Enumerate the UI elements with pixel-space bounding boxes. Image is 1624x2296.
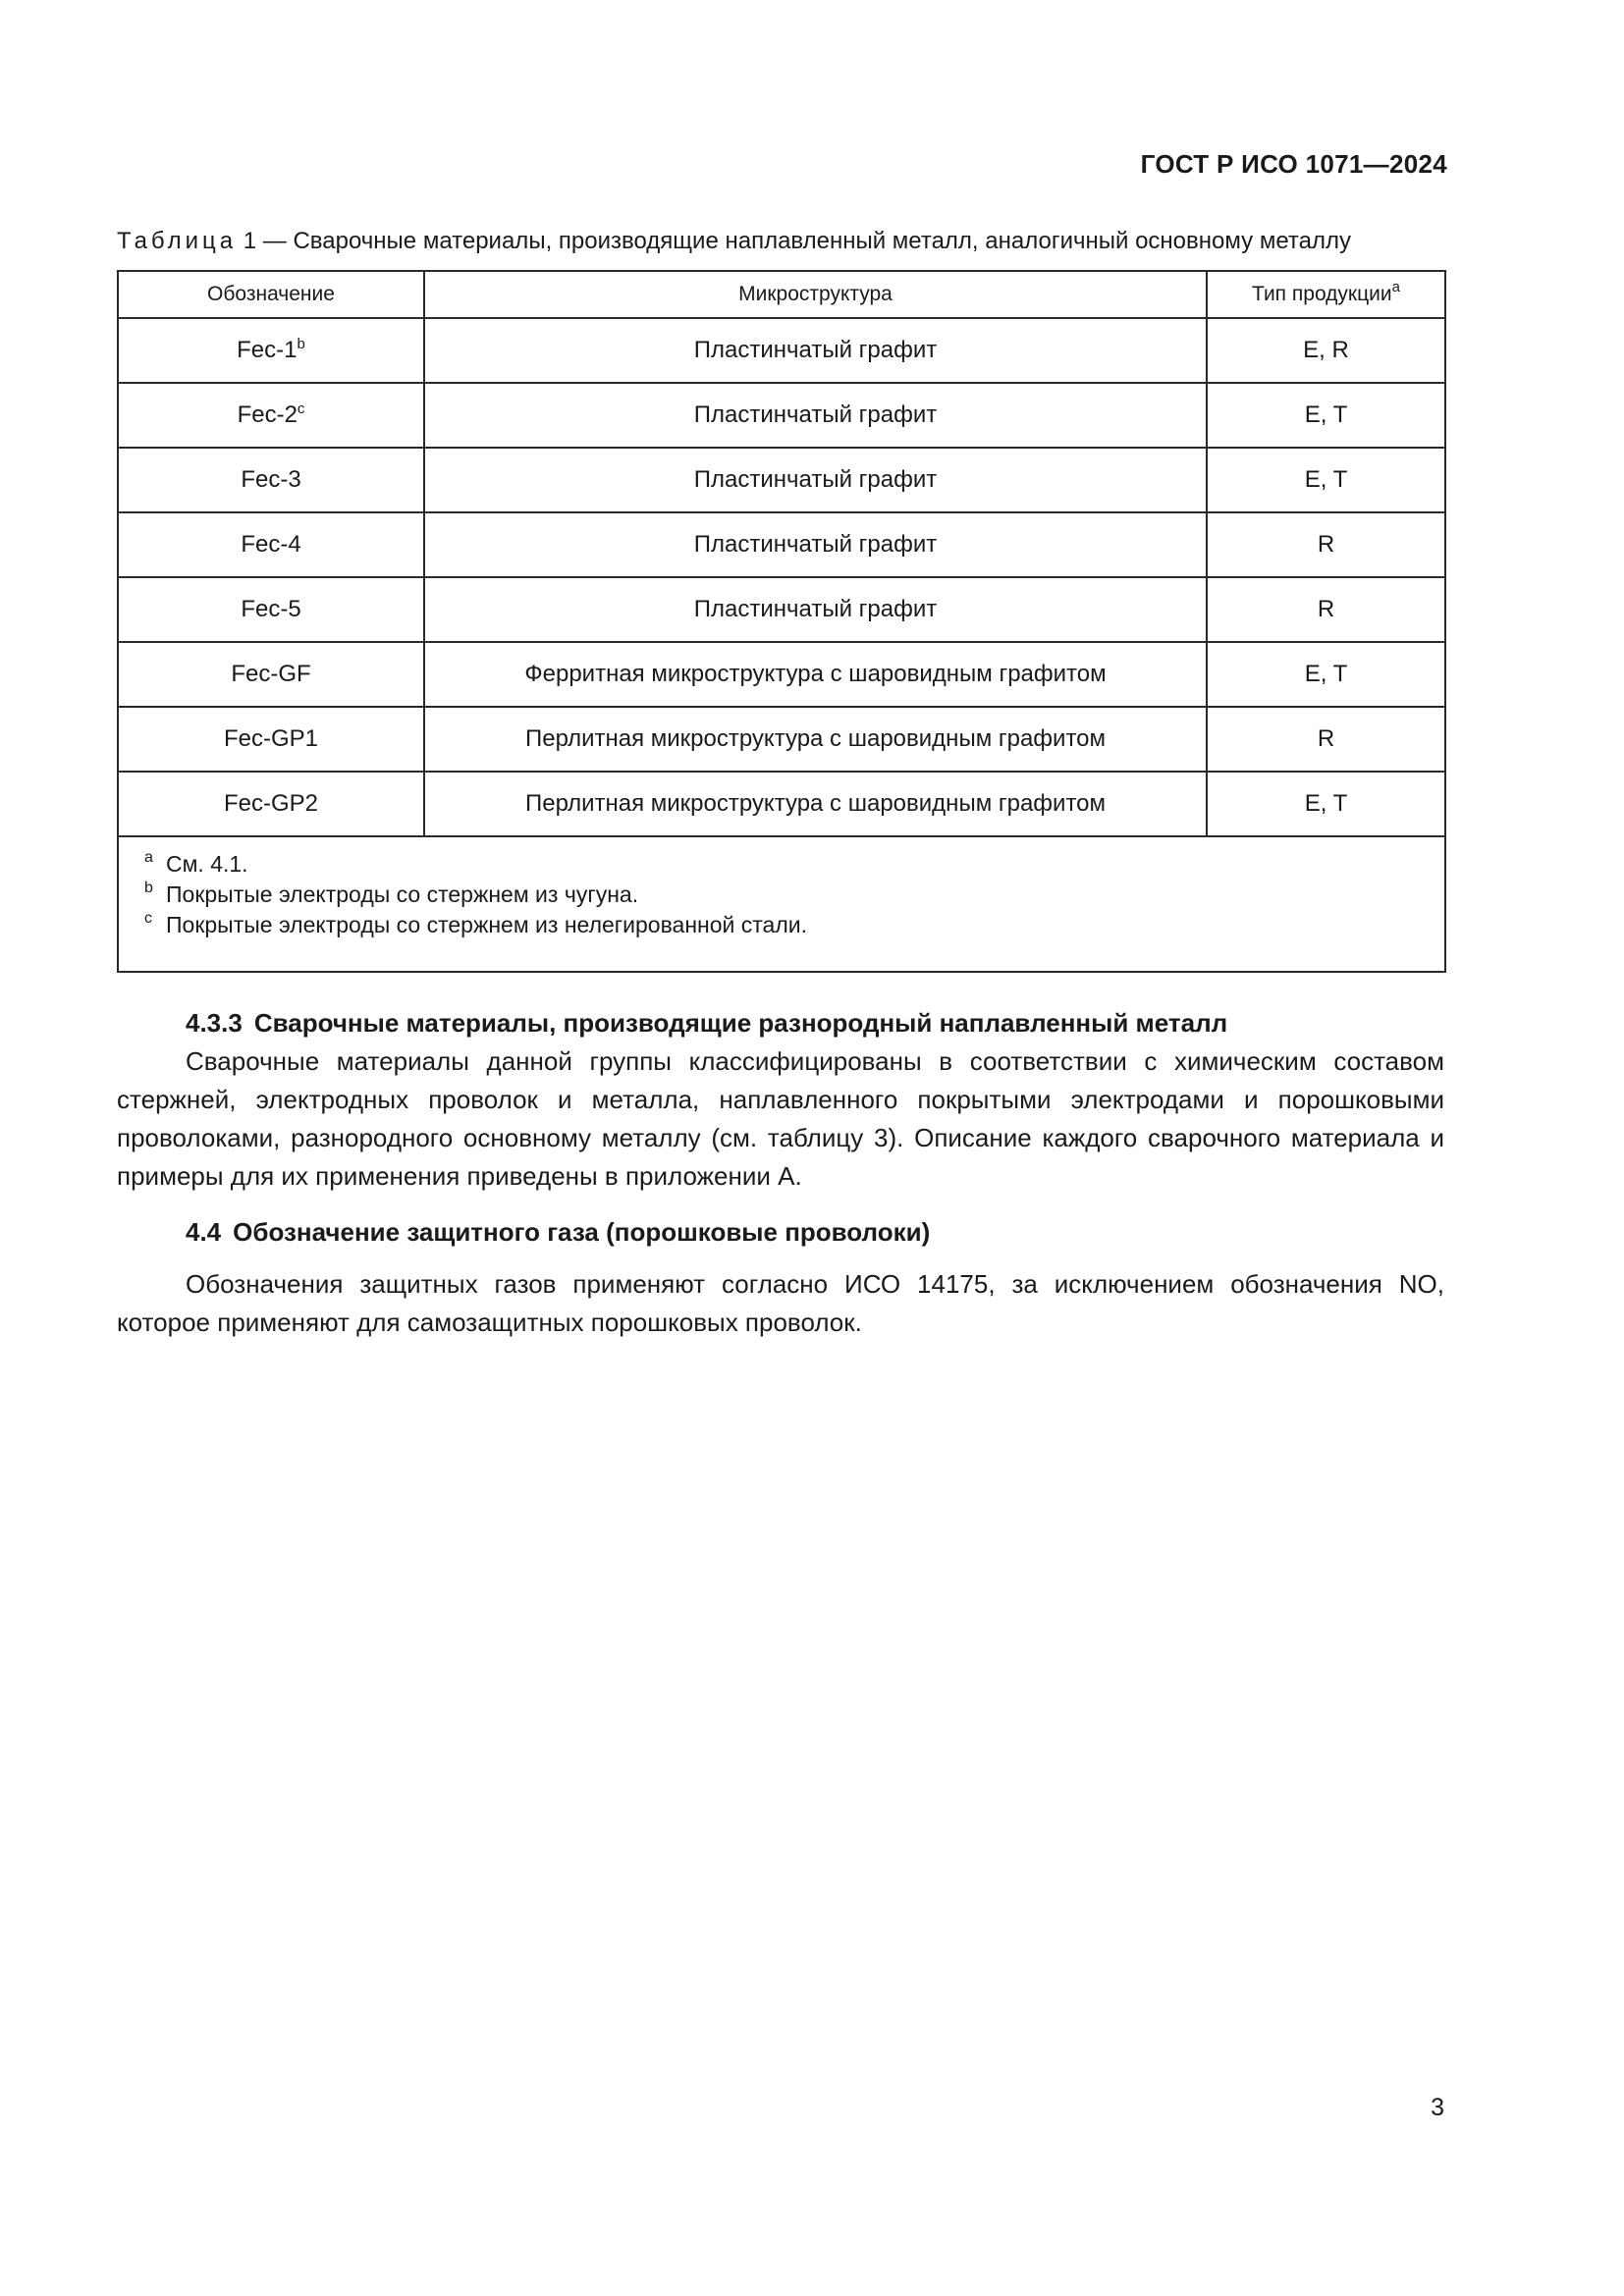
- cell-designation: Fec-GP2: [118, 772, 424, 836]
- cell-designation: Fec-1$^b$: [118, 318, 424, 383]
- cell-designation: Fec-GF: [118, 642, 424, 707]
- header-designation: Обозначение: [118, 271, 424, 318]
- header-product-type-label: Тип продукции: [1252, 283, 1392, 305]
- cell-product-type: R: [1207, 512, 1445, 577]
- footnote-text: Покрытые электроды со стержнем из чугуна.: [166, 881, 639, 907]
- footnote-mark: a: [144, 849, 153, 866]
- cell-designation: Fec-3: [118, 448, 424, 512]
- footnote: [144, 849, 1444, 880]
- table-row: [118, 448, 1445, 512]
- cell-microstructure: Пластинчатый графит: [424, 577, 1207, 642]
- section-paragraph: Обозначения защитных газов применяют согласно ИСО 14175, за исключением обозначения NO, которое применяют для самозащитных порошковых проволок.: [117, 1269, 1444, 1337]
- cell-product-type: R: [1207, 707, 1445, 772]
- section-heading: [117, 1004, 1444, 1042]
- footnote: [144, 880, 1444, 910]
- section-number: 4.3.3: [186, 1008, 243, 1038]
- cell-microstructure: Ферритная микроструктура с шаровидным графитом: [424, 642, 1207, 707]
- cell-product-type: R: [1207, 577, 1445, 642]
- footnote-ref: b: [297, 336, 305, 352]
- cell-designation: Fec-2$^c$: [118, 383, 424, 448]
- footnote-ref: a: [1391, 279, 1400, 295]
- table-caption-label: Таблица: [117, 228, 238, 254]
- cell-designation: Fec-5: [118, 577, 424, 642]
- table-caption: [117, 228, 1351, 255]
- page-number: 3: [1431, 2094, 1444, 2121]
- table-row: [118, 642, 1445, 707]
- section-paragraph: Сварочные материалы данной группы классифицированы в соответствии с химическим составом стержней, электродных проволок и металла, наплавленного покрытыми электродами и порошковыми проволоками, разнородного основному металлу (см. таблицу 3). Описание каждого сварочного материала и примеры для их применения приведены в приложении А.: [117, 1046, 1444, 1191]
- section-4-3-3: [117, 1004, 1444, 1196]
- section-4-4: [117, 1213, 1444, 1342]
- materials-table: [117, 270, 1446, 973]
- table-header-row: [118, 271, 1445, 318]
- cell-microstructure: Пластинчатый графит: [424, 318, 1207, 383]
- table-row: [118, 707, 1445, 772]
- cell-designation: Fec-GP1: [118, 707, 424, 772]
- cell-designation: Fec-4: [118, 512, 424, 577]
- cell-product-type: E, T: [1207, 642, 1445, 707]
- cell-product-type: E, R: [1207, 318, 1445, 383]
- cell-product-type: E, T: [1207, 383, 1445, 448]
- table-row: [118, 318, 1445, 383]
- footnote-text: См. 4.1.: [166, 851, 248, 877]
- footnote-text: Покрытые электроды со стержнем из нелегированной стали.: [166, 912, 808, 937]
- section-title: Сварочные материалы, производящие разнородный наплавленный металл: [253, 1008, 1228, 1038]
- footnote-mark: b: [144, 880, 153, 896]
- table-footnotes: [118, 836, 1445, 972]
- document-id: ГОСТ Р ИСО 1071—2024: [1140, 149, 1447, 179]
- section-number: 4.4: [186, 1217, 222, 1247]
- section-title: Обозначение защитного газа (порошковые проволоки): [233, 1217, 931, 1247]
- table-row: [118, 772, 1445, 836]
- table-row: [118, 512, 1445, 577]
- cell-product-type: E, T: [1207, 772, 1445, 836]
- table-row: [118, 577, 1445, 642]
- footnote: [144, 910, 1444, 940]
- cell-microstructure: Пластинчатый графит: [424, 448, 1207, 512]
- cell-microstructure: Пластинчатый графит: [424, 383, 1207, 448]
- cell-microstructure: Перлитная микроструктура с шаровидным графитом: [424, 772, 1207, 836]
- cell-microstructure: Перлитная микроструктура с шаровидным графитом: [424, 707, 1207, 772]
- footnote-ref: c: [297, 400, 305, 417]
- table-caption-text: 1 — Сварочные материалы, производящие наплавленный металл, аналогичный основному металлу: [243, 228, 1351, 254]
- header-microstructure: Микроструктура: [424, 271, 1207, 318]
- cell-microstructure: Пластинчатый графит: [424, 512, 1207, 577]
- section-heading: [117, 1213, 1444, 1252]
- header-product-type: [1207, 271, 1445, 318]
- footnote-mark: c: [144, 910, 152, 927]
- table-row: [118, 383, 1445, 448]
- cell-product-type: E, T: [1207, 448, 1445, 512]
- table-footnotes-row: [118, 836, 1445, 972]
